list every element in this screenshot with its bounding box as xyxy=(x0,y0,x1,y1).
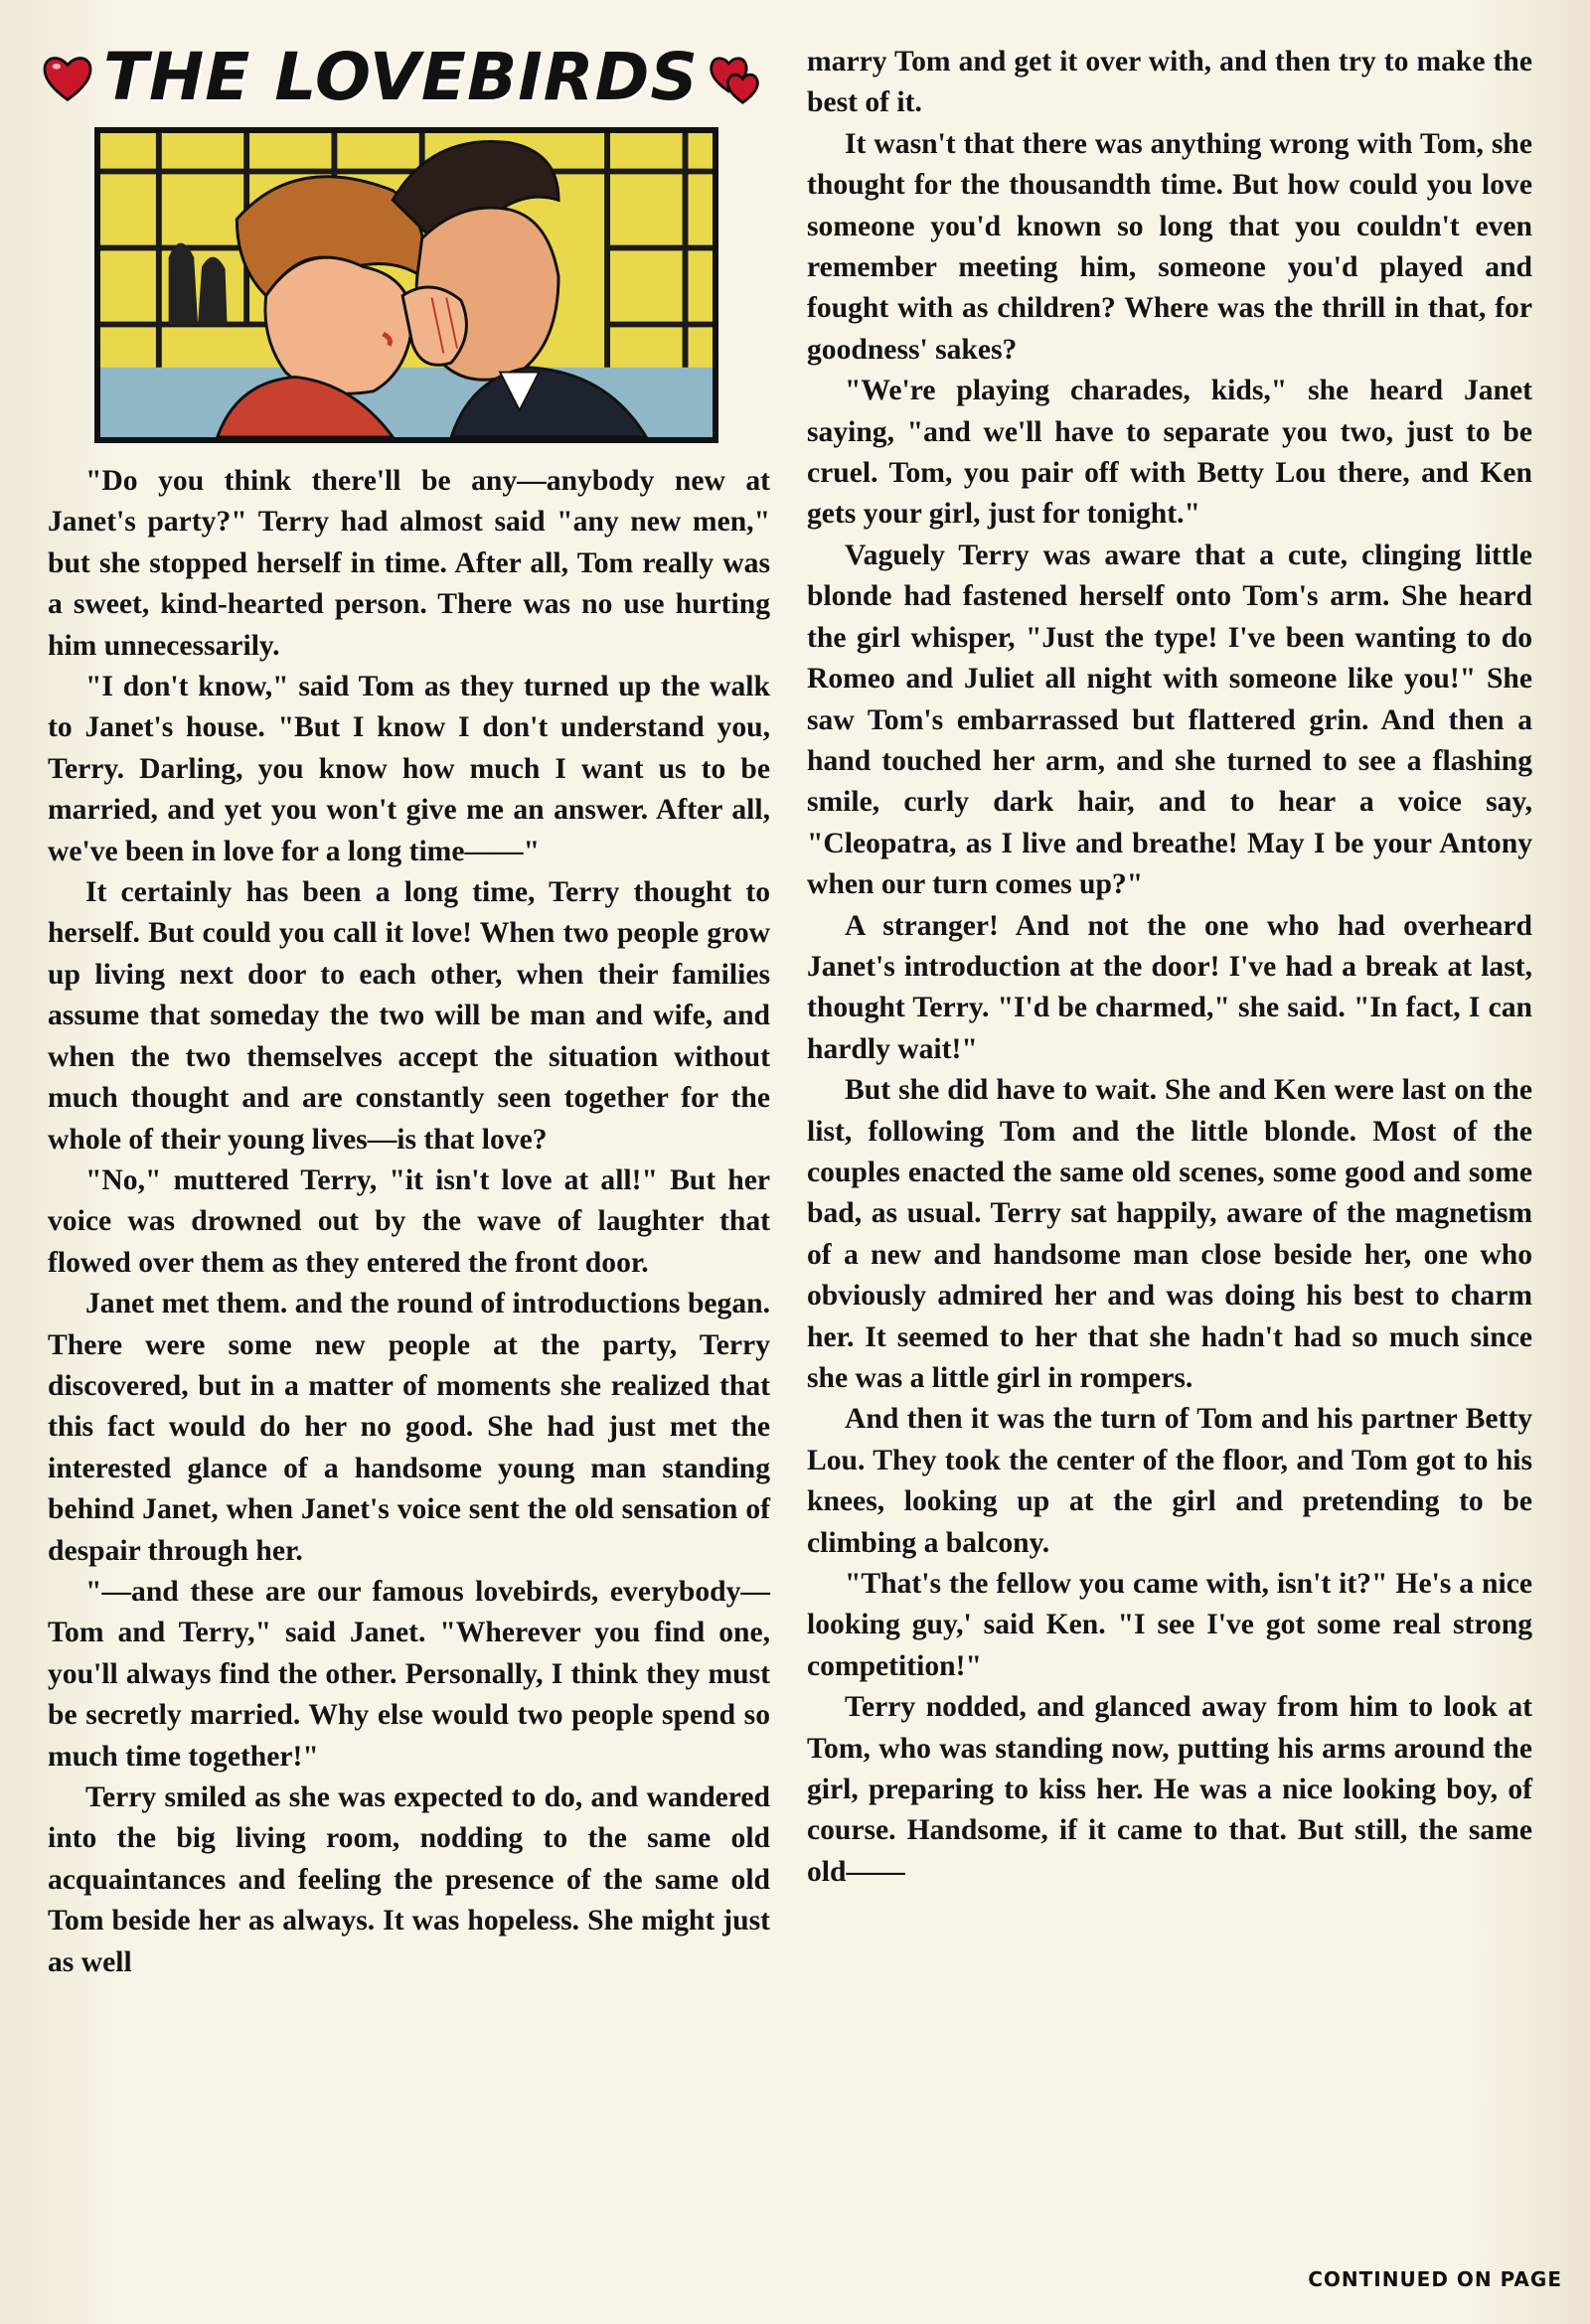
paragraph: "Do you think there'll be any—anybody new at Janet's party?" Terry had almost said "any new men," but she stopped herself in time. After all, Tom really was a sweet, kind-hearted person. There was no use hurting him unnecessarily. xyxy=(48,465,770,662)
paragraph-continuation: marry Tom and get it over with, and then try to make the best of it. xyxy=(807,46,1532,119)
paragraph: Terry smiled as she was expected to do, and wandered into the big living room, nodding to the same old acquaintances and feeling the presence of the same old Tom beside her as always. It was hopeless. She might just as well xyxy=(48,1782,770,1978)
paragraph: It certainly has been a long time, Terry thought to herself. But could you call it love! When two people grow up living next door to each other, when their families assume that someday the two will be man and wife, and when the two themselves accept the situation without much thought and are constantly seen together for the whole of their young lives—is that love? xyxy=(48,876,770,1156)
heart-icon xyxy=(40,50,95,105)
left-text-column xyxy=(48,461,770,1983)
paragraph: "No," muttered Terry, "it isn't love at all!" But her voice was drowned out by the wave of laughter that flowed over them as they entered the front door. xyxy=(48,1163,770,1279)
paragraph: "I don't know," said Tom as they turned up the walk to Janet's house. "But I know I don't understand you, Terry. Darling, you know how much I want us to be married, and yet you won't give me an answer. After all, we've been in love for a long time——" xyxy=(48,671,770,867)
paragraph: A stranger! And not the one who had overheard Janet's introduction at the door! I've had a break at last, thought Terry. "I'd be charmed," she said. "In fact, I can hardly wait!" xyxy=(807,909,1532,1065)
continued-note: CONTINUED ON PAGE xyxy=(1308,2267,1562,2291)
paragraph: Vaguely Terry was aware that a cute, clinging little blonde had fastened herself onto Tom's arm. She heard the girl whisper, "Just the type! I've been wanting to do Romeo and Juliet all night with someone like you!" She saw Tom's embarrassed but flattered grin. And then a hand touched her arm, and she turned to see a flashing smile, curly dark hair, and to hear a voice say, "Cleopatra, as I live and breathe! May I be your Antony when our turn comes up?" xyxy=(807,539,1532,901)
paragraph: Janet met them. and the round of introductions began. There were some new people at the party, Terry discovered, but in a matter of moments she realized that this fact would do her no good. She had just met the interested glance of a handsome young man standing behind Janet, when Janet's voice sent the old sensation of despair through her. xyxy=(48,1288,770,1567)
double-heart-icon xyxy=(707,50,762,105)
paragraph: But she did have to wait. She and Ken were last on the list, following Tom and the little blonde. Most of the couples enacted the same old scenes, some good and some bad, as usual. Terry sat happily, aware of the magnetism of a new and handsome man close beside her, one who obviously admired her and was doing his best to charm her. It seemed to her that she hadn't had so much since she was a little girl in rompers. xyxy=(807,1074,1532,1394)
paragraph: "That's the fellow you came with, isn't it?" He's a nice looking guy,' said Ken. "I see I've got some real strong competition!" xyxy=(807,1568,1532,1682)
paragraph: "We're playing charades, kids," she heard Janet saying, "and we'll have to separate you two, just to be cruel. Tom, you pair off with Betty Lou there, and Ken gets your girl, just for tonight." xyxy=(807,375,1532,531)
paragraph: "—and these are our famous lovebirds, everybody—Tom and Terry," said Janet. "Wherever you find one, you'll always find the other. Personally, I think they must be secretly married. Why else would two people spend so much time together!" xyxy=(48,1575,770,1773)
story-title-block xyxy=(40,30,775,124)
paragraph: Terry nodded, and glanced away from him to look at Tom, who was standing now, putting his arms around the girl, preparing to kiss her. He was a nice looking boy, of course. Handsome, if it came to that. But still, the same old—— xyxy=(807,1691,1532,1888)
kiss-illustration-panel xyxy=(94,127,718,443)
paragraph: And then it was the turn of Tom and his partner Betty Lou. They took the center of the floor, and Tom got to his knees, looking up at the girl and pretending to be climbing a balcony. xyxy=(807,1403,1532,1559)
story-title: THE LOVEBIRDS xyxy=(103,39,699,115)
paragraph: It wasn't that there was anything wrong with Tom, she thought for the thousandth time. But how could you love someone you'd known so long that you couldn't even remember meeting him, someone you'd played and fought with as children? Where was the thrill in that, for goodness' sakes? xyxy=(807,127,1532,366)
right-text-column xyxy=(807,42,1532,1893)
